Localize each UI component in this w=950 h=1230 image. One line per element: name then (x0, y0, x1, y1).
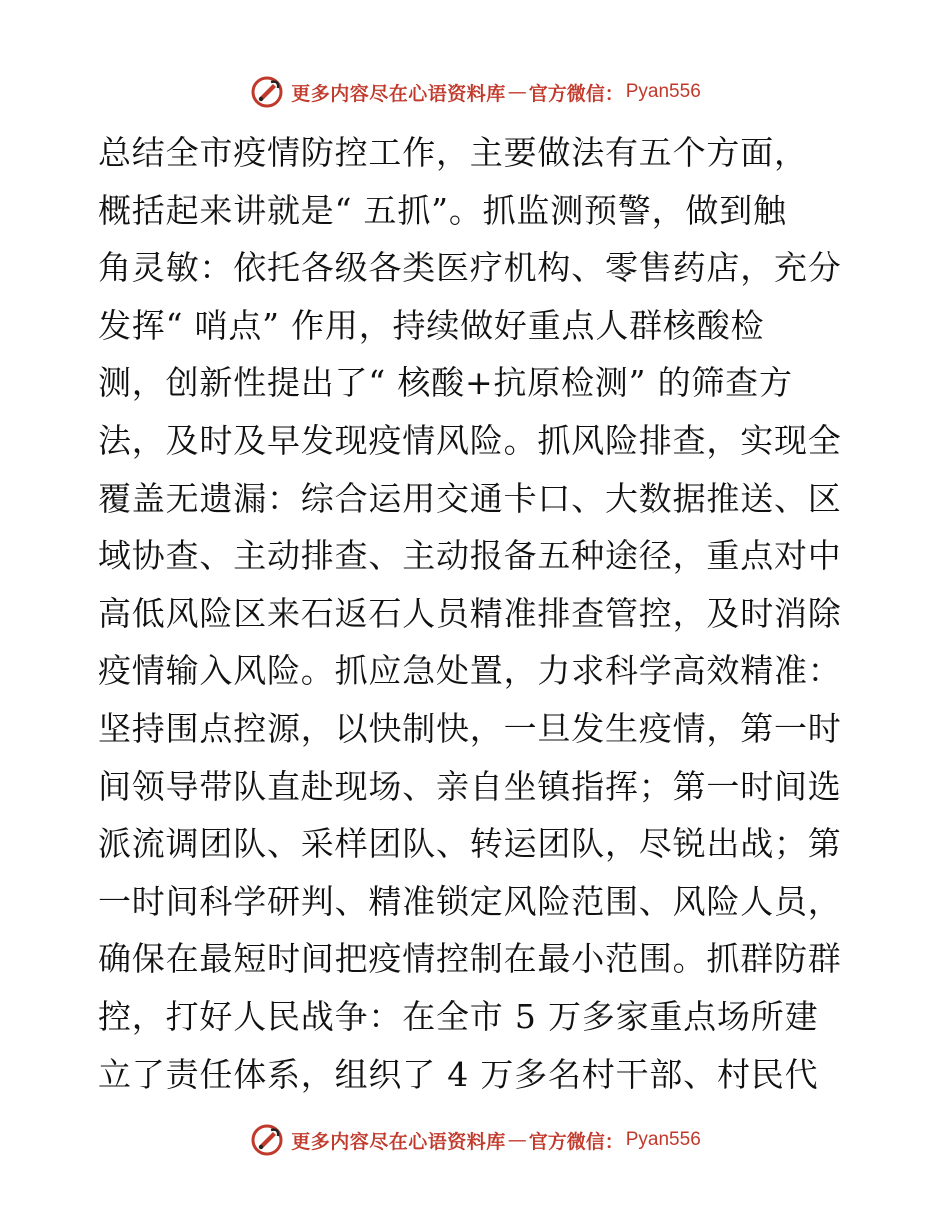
text-line: 测，创新性提出了“ 核酸+抗原检测” 的筛查方 (98, 363, 793, 403)
text-line: 法，及时及早发现疫情风险。抓风险排查，实现全 (98, 420, 842, 460)
watermark-dash: — (507, 1129, 527, 1151)
text-line: 疫情输入风险。抓应急处置，力求科学高效精准： (98, 651, 842, 691)
watermark-official: 官方微信： (528, 1130, 624, 1153)
text-line: 派流调团队、采样团队、转运团队，尽锐出战；第 (98, 824, 842, 864)
text-line: 坚持围点控源，以快制快，一旦发生疫情，第一时 (98, 708, 842, 748)
logo-icon (249, 74, 285, 110)
text-line: 高低风险区来石返石人员精准排查管控，及时消除 (98, 593, 842, 633)
text-line: 间领导带队直赴现场、亲自坐镇指挥；第一时间选 (98, 766, 842, 806)
text-line: 一时间科学研判、精准锁定风险范围、风险人员， (98, 881, 842, 921)
text-line: 角灵敏：依托各级各类医疗机构、零售药店，充分 (98, 248, 842, 288)
watermark-text: 更多内容尽在心语资料库 (291, 82, 506, 105)
watermark-id: Pyan556 (625, 1129, 701, 1150)
text-line: 域协查、主动排查、主动报备五种途径，重点对中 (98, 536, 842, 576)
text-line: 概括起来讲就是“ 五抓”。抓监测预警，做到触 (98, 190, 787, 230)
logo-icon (249, 1122, 285, 1158)
document-body (98, 124, 858, 1103)
text-line: 总结全市疫情防控工作，主要做法有五个方面， (98, 133, 808, 172)
text-line: 覆盖无遗漏：综合运用交通卡口、大数据推送、区 (98, 478, 842, 518)
watermark-text: 更多内容尽在心语资料库 (291, 1130, 506, 1153)
text-line: 确保在最短时间把疫情控制在最小范围。抓群防群 (98, 939, 842, 979)
watermark-official: 官方微信： (528, 82, 624, 105)
header-watermark (0, 72, 950, 112)
text-line: 立了责任体系，组织了 4 万多名村干部、村民代 (98, 1054, 819, 1094)
text-line: 控，打好人民战争：在全市 5 万多家重点场所建 (98, 996, 819, 1036)
footer-watermark (0, 1120, 950, 1160)
watermark-id: Pyan556 (625, 81, 701, 102)
watermark-dash: — (507, 81, 527, 103)
text-line: 发挥“ 哨点” 作用，持续做好重点人群核酸检 (98, 305, 765, 345)
